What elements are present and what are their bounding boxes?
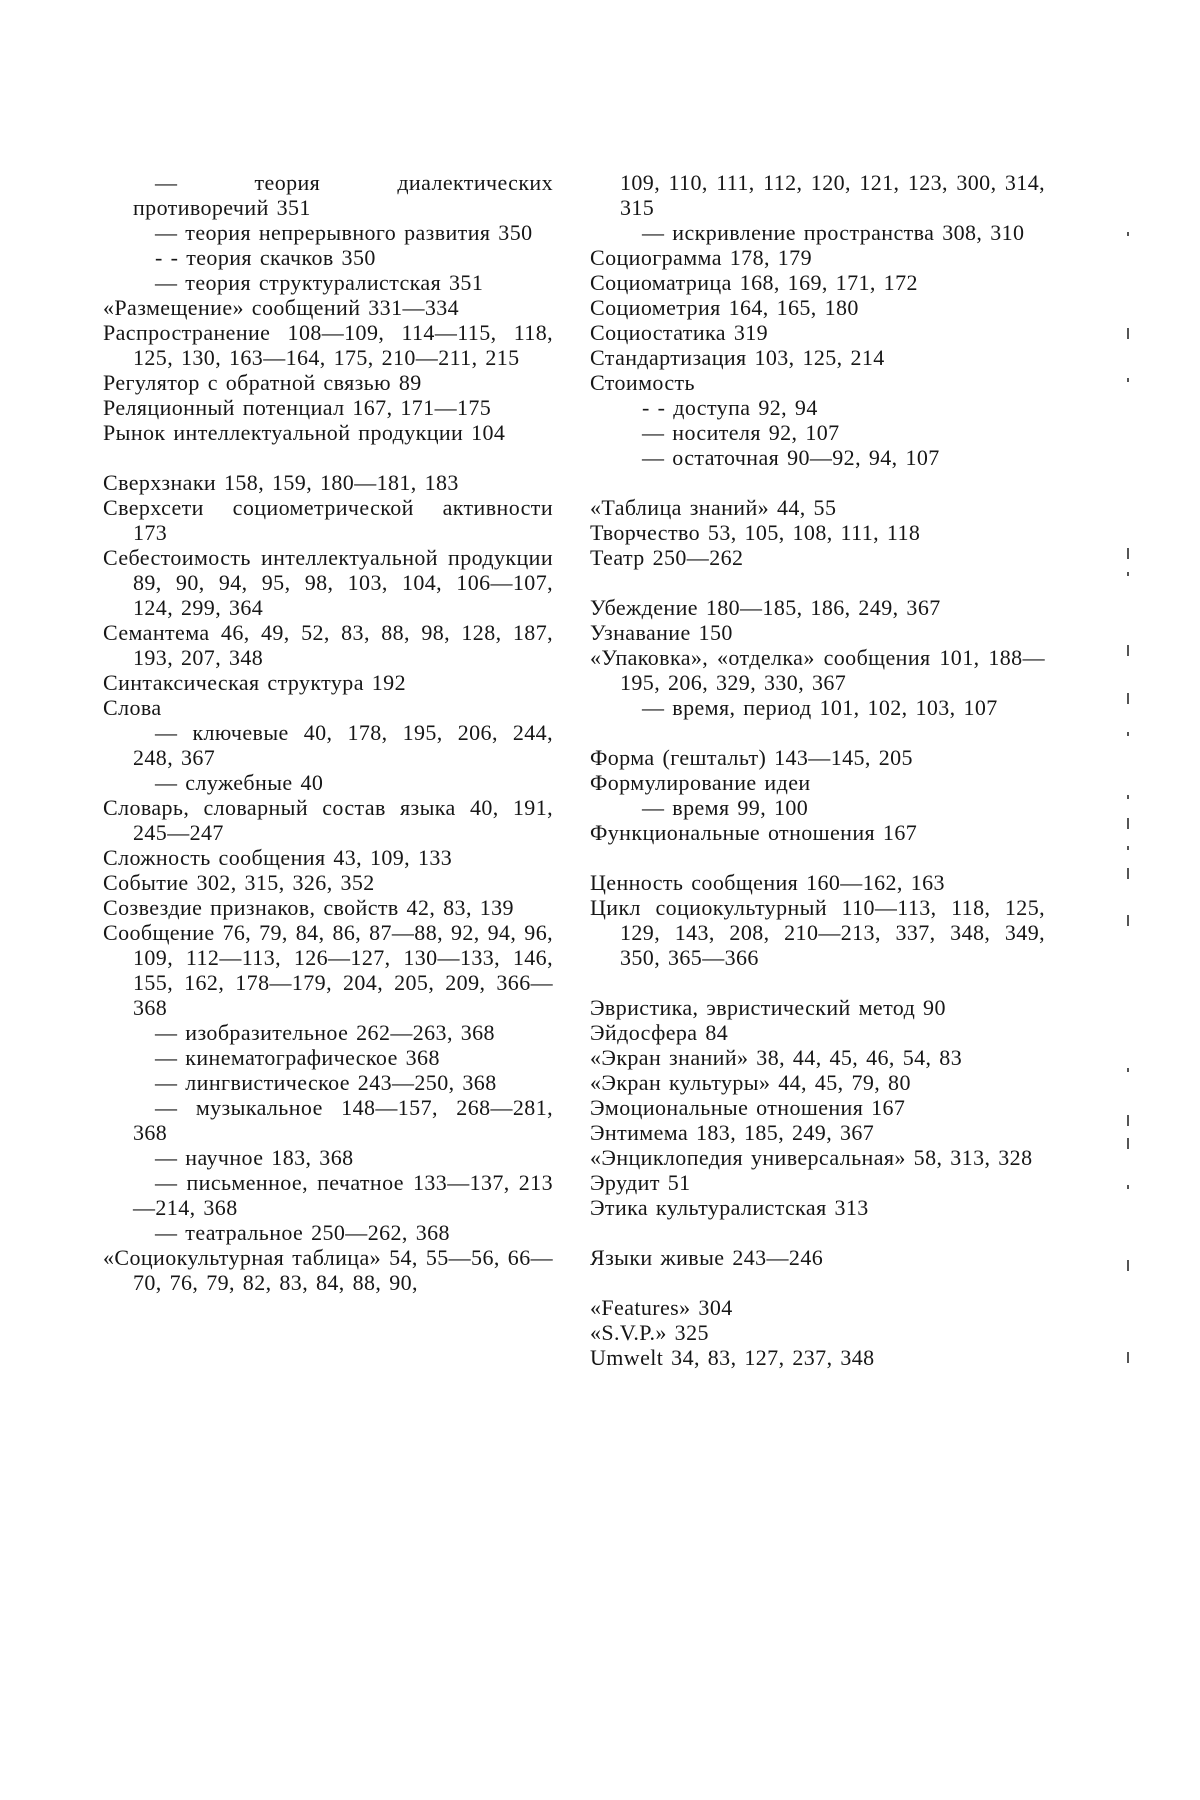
index-entry: Стоимость [590, 370, 1045, 395]
section-gap [103, 445, 553, 470]
index-subentry: — кинематографическое 368 [103, 1045, 553, 1070]
index-entry: Эйдосфера 84 [590, 1020, 1045, 1045]
section-gap [590, 470, 1045, 495]
margin-mark [1127, 548, 1129, 559]
index-subentry: — научное 183, 368 [103, 1145, 553, 1170]
index-entry: Словарь, словарный состав языка 40, 191, 245—247 [103, 795, 553, 845]
margin-mark [1127, 1260, 1129, 1271]
index-entry: Социограмма 178, 179 [590, 245, 1045, 270]
index-entry: Эвристика, эвристический метод 90 [590, 995, 1045, 1020]
index-entry: «S.V.P.» 325 [590, 1320, 1045, 1345]
section-gap [590, 845, 1045, 870]
index-subentry: — носителя 92, 107 [590, 420, 1045, 445]
index-subentry: — остаточная 90—92, 94, 107 [590, 445, 1045, 470]
margin-mark [1127, 1068, 1129, 1072]
index-subentry: — теория диалектических противоречий 351 [103, 170, 553, 220]
index-entry: «Социокультурная таблица» 54, 55—56, 66—70, 76, 79, 82, 83, 84, 88, 90, [103, 1245, 553, 1295]
index-entry: «Features» 304 [590, 1295, 1045, 1320]
index-left-column [103, 170, 553, 1295]
index-subentry: — лингвистическое 243—250, 368 [103, 1070, 553, 1095]
margin-mark [1127, 232, 1129, 236]
index-entry: Синтаксическая структура 192 [103, 670, 553, 695]
index-entry: Цикл социокультурный 110—113, 118, 125, 129, 143, 208, 210—213, 337, 348, 349, 350, 365—366 [590, 895, 1045, 970]
index-entry: Узнавание 150 [590, 620, 1045, 645]
index-subentry: — театральное 250—262, 368 [103, 1220, 553, 1245]
index-entry: Языки живые 243—246 [590, 1245, 1045, 1270]
index-entry: Эрудит 51 [590, 1170, 1045, 1195]
section-gap [590, 1270, 1045, 1295]
margin-mark [1127, 1115, 1129, 1126]
index-entry: Регулятор с обратной связью 89 [103, 370, 553, 395]
section-gap [590, 720, 1045, 745]
index-subentry: — теория непрерывного развития 350 [103, 220, 553, 245]
margin-mark [1127, 732, 1129, 736]
index-entry: Umwelt 34, 83, 127, 237, 348 [590, 1345, 1045, 1370]
index-entry: Событие 302, 315, 326, 352 [103, 870, 553, 895]
index-entry: «Таблица знаний» 44, 55 [590, 495, 1045, 520]
margin-mark [1127, 693, 1129, 704]
section-gap [590, 970, 1045, 995]
index-entry: Творчество 53, 105, 108, 111, 118 [590, 520, 1045, 545]
index-entry: Убеждение 180—185, 186, 249, 367 [590, 595, 1045, 620]
margin-scan-marks [1127, 0, 1133, 1800]
index-entry: «Экран знаний» 38, 44, 45, 46, 54, 83 [590, 1045, 1045, 1070]
margin-mark [1127, 1138, 1129, 1149]
index-entry: Сверхсети социометрической активности 173 [103, 495, 553, 545]
margin-mark [1127, 818, 1129, 829]
index-entry: Сверхзнаки 158, 159, 180—181, 183 [103, 470, 553, 495]
index-entry: Энтимема 183, 185, 249, 367 [590, 1120, 1045, 1145]
margin-mark [1127, 645, 1129, 656]
index-entry: 109, 110, 111, 112, 120, 121, 123, 300, 314, 315 [590, 170, 1045, 220]
section-gap [590, 1220, 1045, 1245]
index-subentry: — ключевые 40, 178, 195, 206, 244, 248, 367 [103, 720, 553, 770]
margin-mark [1127, 1185, 1129, 1189]
index-subentry: — изобразительное 262—263, 368 [103, 1020, 553, 1045]
margin-mark [1127, 328, 1129, 339]
index-entry: Социоматрица 168, 169, 171, 172 [590, 270, 1045, 295]
index-subentry: — теория структуралистская 351 [103, 270, 553, 295]
index-subentry: — служебные 40 [103, 770, 553, 795]
index-entry: «Энциклопедия универсальная» 58, 313, 328 [590, 1145, 1045, 1170]
index-entry: Эмоциональные отношения 167 [590, 1095, 1045, 1120]
index-entry: Социометрия 164, 165, 180 [590, 295, 1045, 320]
margin-mark [1127, 846, 1129, 850]
margin-mark [1127, 915, 1129, 926]
margin-mark [1127, 795, 1129, 799]
index-subentry: — письменное, печатное 133—137, 213—214, 368 [103, 1170, 553, 1220]
index-entry: Функциональные отношения 167 [590, 820, 1045, 845]
index-entry: Распространение 108—109, 114—115, 118, 125, 130, 163—164, 175, 210—211, 215 [103, 320, 553, 370]
index-subentry: — время, период 101, 102, 103, 107 [590, 695, 1045, 720]
index-entry: Слова [103, 695, 553, 720]
index-entry: Семантема 46, 49, 52, 83, 88, 98, 128, 187, 193, 207, 348 [103, 620, 553, 670]
section-gap [590, 570, 1045, 595]
index-page [0, 0, 1200, 1800]
index-entry: Стандартизация 103, 125, 214 [590, 345, 1045, 370]
index-entry: Формулирование идеи [590, 770, 1045, 795]
index-subentry: — музыкальное 148—157, 268—281, 368 [103, 1095, 553, 1145]
index-entry: Театр 250—262 [590, 545, 1045, 570]
margin-mark [1127, 572, 1129, 576]
index-entry: Форма (гештальт) 143—145, 205 [590, 745, 1045, 770]
margin-mark [1127, 1352, 1129, 1363]
index-entry: «Экран культуры» 44, 45, 79, 80 [590, 1070, 1045, 1095]
index-subentry: - - доступа 92, 94 [590, 395, 1045, 420]
index-entry: Социостатика 319 [590, 320, 1045, 345]
index-entry: Созвездие признаков, свойств 42, 83, 139 [103, 895, 553, 920]
index-subentry: — время 99, 100 [590, 795, 1045, 820]
index-entry: Себестоимость интеллектуальной продукции 89, 90, 94, 95, 98, 103, 104, 106—107, 124, 299, 364 [103, 545, 553, 620]
index-entry: «Размещение» сообщений 331—334 [103, 295, 553, 320]
index-entry: Реляционный потенциал 167, 171—175 [103, 395, 553, 420]
margin-mark [1127, 378, 1129, 382]
index-entry: Сообщение 76, 79, 84, 86, 87—88, 92, 94, 96, 109, 112—113, 126—127, 130—133, 146, 155, 162, 178—179, 204, 205, 209, 366—368 [103, 920, 553, 1020]
index-right-column [590, 170, 1045, 1370]
index-entry: Ценность сообщения 160—162, 163 [590, 870, 1045, 895]
index-subentry: — искривление пространства 308, 310 [590, 220, 1045, 245]
index-entry: «Упаковка», «отделка» сообщения 101, 188—195, 206, 329, 330, 367 [590, 645, 1045, 695]
index-entry: Сложность сообщения 43, 109, 133 [103, 845, 553, 870]
index-subentry: - - теория скачков 350 [103, 245, 553, 270]
index-entry: Рынок интеллектуальной продукции 104 [103, 420, 553, 445]
index-entry: Этика культуралистская 313 [590, 1195, 1045, 1220]
margin-mark [1127, 868, 1129, 879]
